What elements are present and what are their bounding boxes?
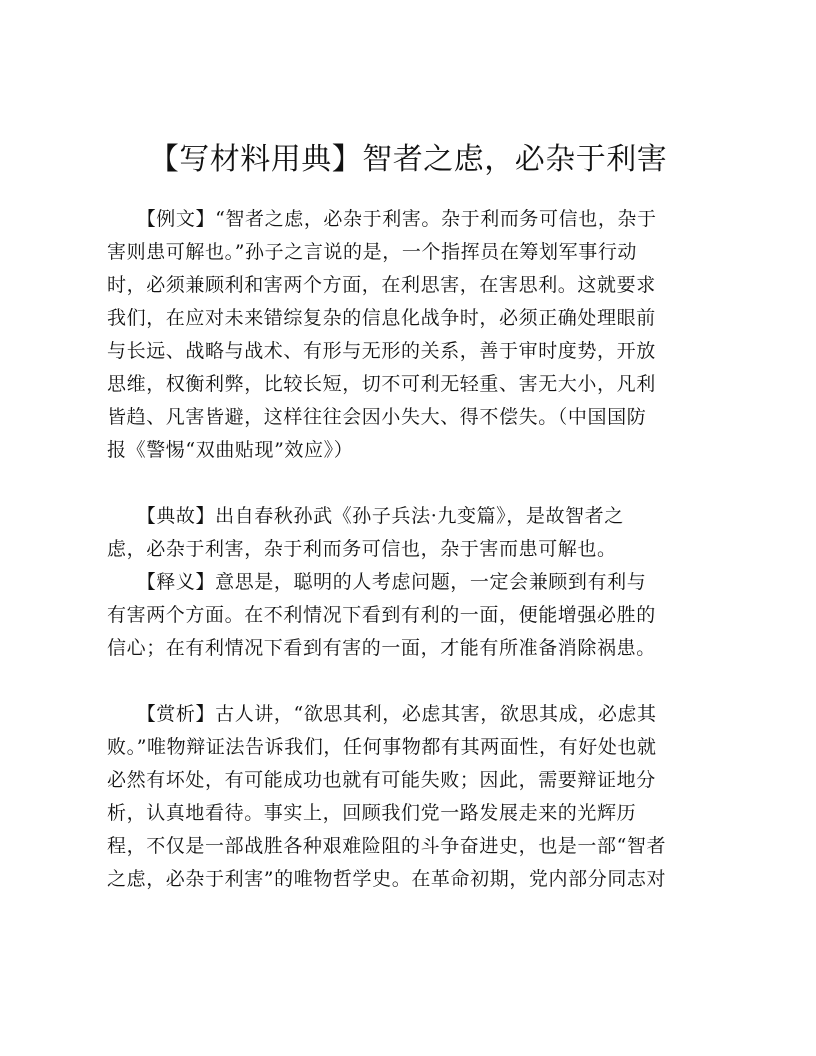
document-title: 【写材料用典】智者之虑，必杂于利害 bbox=[148, 142, 668, 177]
text-line: 思维，权衡利弊，比较长短，切不可利无轻重、害无大小，凡利 bbox=[107, 373, 656, 395]
text-line: 【赏析】古人讲，“欲思其利，必虑其害，欲思其成，必虑其 bbox=[107, 703, 657, 725]
text-line: 我们，在应对未来错综复杂的信息化战争时，必须正确处理眼前 bbox=[107, 307, 656, 329]
text-line: 有害两个方面。在不利情况下看到有利的一面，便能增强必胜的 bbox=[107, 604, 656, 626]
text-line: 程，不仅是一部战胜各种艰难险阻的斗争奋进史，也是一部“智者 bbox=[107, 835, 667, 857]
text-line: 必然有坏处，有可能成功也就有可能失败；因此，需要辩证地分 bbox=[107, 769, 656, 791]
text-line: 析，认真地看待。事实上，回顾我们党一路发展走来的光辉历 bbox=[107, 802, 637, 824]
text-line: 虑，必杂于利害，杂于利而务可信也，杂于害而患可解也。 bbox=[107, 538, 617, 560]
text-line: 时，必须兼顾利和害两个方面，在利思害，在害思利。这就要求 bbox=[107, 274, 656, 296]
text-line: 与长远、战略与战术、有形与无形的关系，善于审时度势，开放 bbox=[107, 340, 656, 362]
text-line: 【例文】“智者之虑，必杂于利害。杂于利而务可信也，杂于 bbox=[107, 208, 657, 230]
text-line: 【释义】意思是，聪明的人考虑问题，一定会兼顾到有利与 bbox=[107, 571, 647, 593]
text-line: 败。”唯物辩证法告诉我们，任何事物都有其两面性，有好处也就 bbox=[107, 736, 657, 758]
text-line: 之虑，必杂于利害”的唯物哲学史。在革命初期，党内部分同志对 bbox=[107, 868, 667, 890]
text-line: 报《警惕“双曲贴现”效应》） bbox=[107, 439, 354, 461]
text-line: 信心；在有利情况下看到有害的一面，才能有所准备消除祸患。 bbox=[107, 637, 656, 659]
text-line: 皆趋、凡害皆避，这样往往会因小失大、得不偿失。（中国国防 bbox=[107, 406, 647, 428]
text-line: 【典故】出自春秋孙武《孙子兵法·九变篇》，是故智者之 bbox=[107, 505, 624, 527]
text-line: 害则患可解也。”孙子之言说的是，一个指挥员在筹划军事行动 bbox=[107, 241, 638, 263]
